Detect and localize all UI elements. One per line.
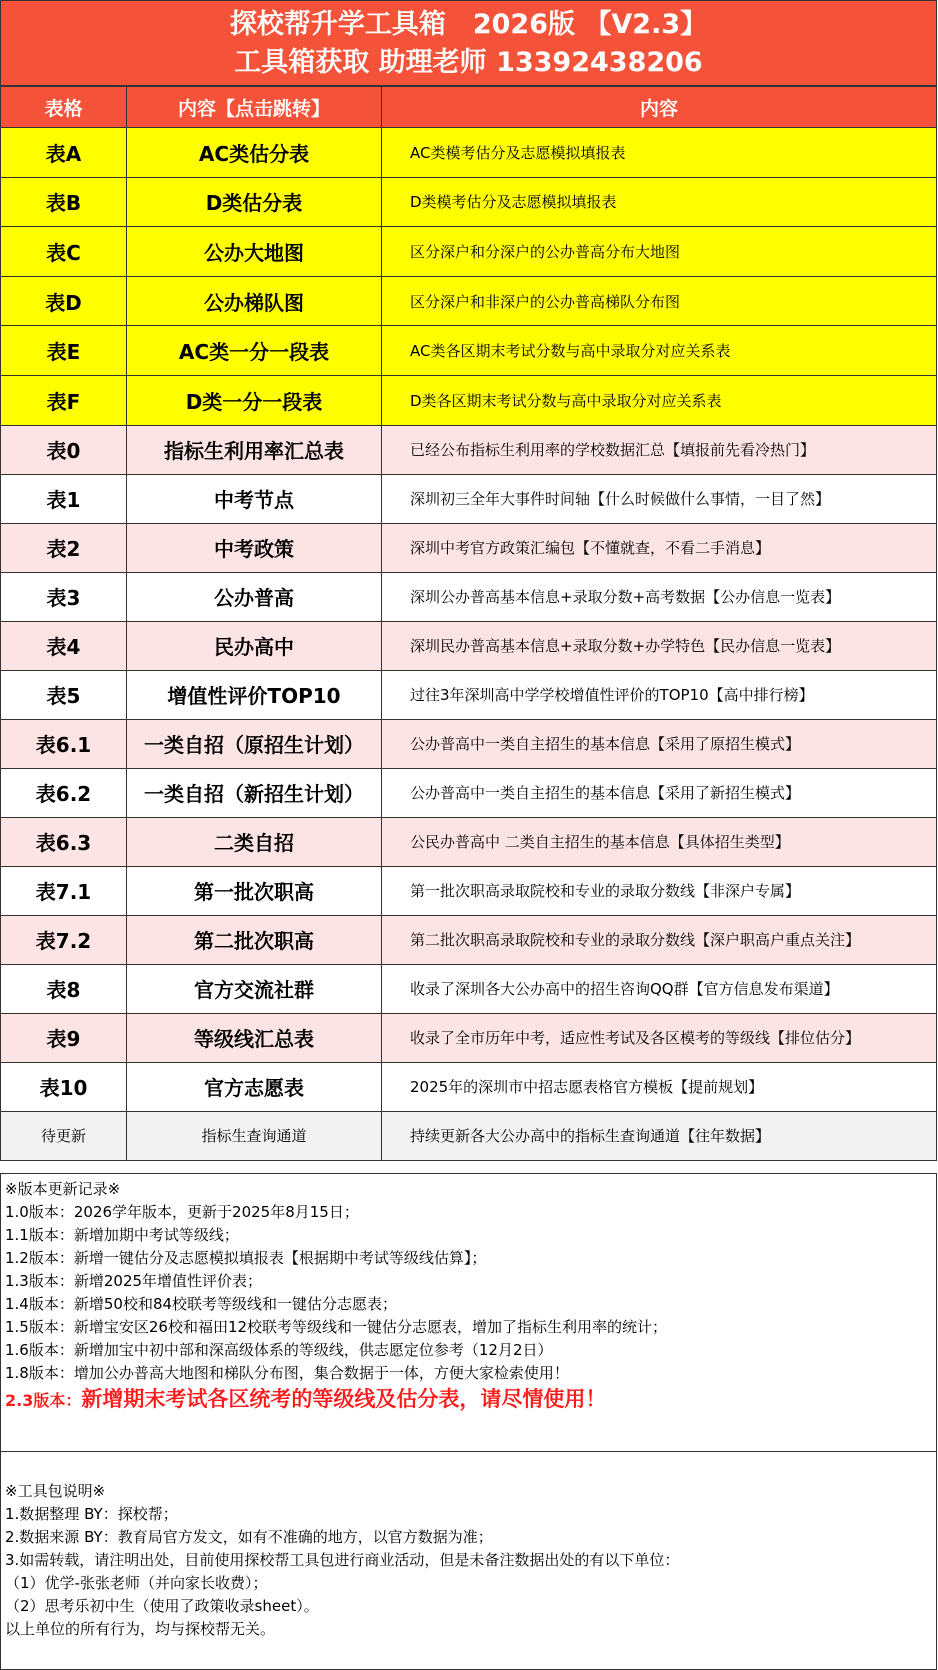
notes-divider [1, 1451, 936, 1452]
sheet-link-cell[interactable]: 官方交流社群 [127, 964, 382, 1013]
table-row [1, 768, 937, 817]
sheet-id-cell: 表8 [1, 964, 127, 1013]
sheet-id-cell: 表E [1, 326, 127, 376]
table-row [1, 474, 937, 523]
table-row [1, 1062, 937, 1111]
table-row [1, 227, 937, 277]
sheet-desc-cell: 2025年的深圳市中招志愿表格官方模板【提前规划】 [382, 1062, 937, 1111]
sheet-id-cell: 表1 [1, 474, 127, 523]
sheet-link-cell[interactable]: 指标生查询通道 [127, 1111, 382, 1160]
table-row [1, 425, 937, 474]
info-line: 2.数据来源 BY：教育局官方发文，如有不准确的地方，以官方数据为准； [5, 1528, 493, 1546]
sheet-link-cell[interactable]: D类一分一段表 [127, 375, 382, 425]
sheet-desc-cell: D类模考估分及志愿模拟填报表 [382, 177, 937, 227]
sheet-id-cell: 表D [1, 276, 127, 326]
sheet-id-cell: 表9 [1, 1013, 127, 1062]
sheet-desc-cell: 区分深户和非深户的公办普高梯队分布图 [382, 276, 937, 326]
sheet-desc-cell: 公办普高中一类自主招生的基本信息【采用了原招生模式】 [382, 719, 937, 768]
highlight-version: 2.3版本： [5, 1391, 82, 1410]
sheet-link-cell[interactable]: 民办高中 [127, 621, 382, 670]
table-row [1, 128, 937, 178]
sheet-link-cell[interactable]: D类估分表 [127, 177, 382, 227]
sheet-desc-cell: 第一批次职高录取院校和专业的录取分数线【非深户专属】 [382, 866, 937, 915]
table-row [1, 572, 937, 621]
table-row [1, 866, 937, 915]
sheet-link-cell[interactable]: 等级线汇总表 [127, 1013, 382, 1062]
sheet-desc-cell: 深圳初三全年大事件时间轴【什么时候做什么事情，一目了然】 [382, 474, 937, 523]
contents-table [0, 86, 937, 1161]
changelog-line: 1.0版本：2026学年版本，更新于2025年8月15日； [5, 1203, 359, 1221]
table-row [1, 276, 937, 326]
table-row [1, 326, 937, 376]
table-row [1, 719, 937, 768]
sheet-link-cell[interactable]: 官方志愿表 [127, 1062, 382, 1111]
sheet-link-cell[interactable]: 公办普高 [127, 572, 382, 621]
sheet-id-cell: 表6.1 [1, 719, 127, 768]
sheet-id-cell: 表A [1, 128, 127, 178]
notes-panel [0, 1173, 937, 1670]
sheet-desc-cell: 深圳中考官方政策汇编包【不懂就查，不看二手消息】 [382, 523, 937, 572]
sheet-id-cell: 表3 [1, 572, 127, 621]
title-banner [0, 0, 937, 86]
sheet-id-cell: 表10 [1, 1062, 127, 1111]
sheet-link-cell[interactable]: 中考节点 [127, 474, 382, 523]
changelog-line: 1.4版本：新增50校和84校联考等级线和一键估分志愿表； [5, 1295, 398, 1313]
sheet-link-cell[interactable]: AC类估分表 [127, 128, 382, 178]
sheet-link-cell[interactable]: 一类自招（原招生计划） [127, 719, 382, 768]
page-title: 探校帮升学工具箱 2026版 【V2.3】 [229, 9, 708, 40]
info-line: （1）优学-张张老师（并向家长收费）； [5, 1574, 268, 1592]
header-cell-sheet: 表格 [1, 87, 127, 128]
changelog-line: 1.2版本：新增一键估分及志愿模拟填报表【根据期中考试等级线估算】； [5, 1249, 487, 1267]
sheet-desc-cell: AC类模考估分及志愿模拟填报表 [382, 128, 937, 178]
sheet-id-cell: 表6.2 [1, 768, 127, 817]
table-row [1, 375, 937, 425]
sheet-id-cell: 表6.3 [1, 817, 127, 866]
table-row [1, 1013, 937, 1062]
sheet-desc-cell: D类各区期末考试分数与高中录取分对应关系表 [382, 375, 937, 425]
sheet-link-cell[interactable]: AC类一分一段表 [127, 326, 382, 376]
info-heading: ※工具包说明※ [5, 1482, 106, 1500]
changelog-heading: ※版本更新记录※ [5, 1180, 121, 1198]
sheet-desc-cell: 收录了深圳各大公办高中的招生咨询QQ群【官方信息发布渠道】 [382, 964, 937, 1013]
table-row [1, 1111, 937, 1160]
sheet-link-cell[interactable]: 第一批次职高 [127, 866, 382, 915]
info-line: 3.如需转载，请注明出处，目前使用探校帮工具包进行商业活动，但是未备注数据出处的有以下单位： [5, 1551, 680, 1569]
table-row [1, 621, 937, 670]
sheet-link-cell[interactable]: 指标生利用率汇总表 [127, 425, 382, 474]
page-subtitle: 工具箱获取 助理老师 13392438206 [234, 47, 703, 78]
sheet-desc-cell: 第二批次职高录取院校和专业的录取分数线【深户职高户重点关注】 [382, 915, 937, 964]
sheet-desc-cell: 区分深户和分深户的公办普高分布大地图 [382, 227, 937, 277]
sheet-desc-cell: 收录了全市历年中考，适应性考试及各区模考的等级线【排位估分】 [382, 1013, 937, 1062]
sheet-desc-cell: 过往3年深圳高中学学校增值性评价的TOP10【高中排行榜】 [382, 670, 937, 719]
changelog-highlight [5, 1388, 667, 1413]
sheet-link-cell[interactable]: 增值性评价TOP10 [127, 670, 382, 719]
highlight-text: 新增期末考试各区统考的等级线及估分表，请尽情使用！ [81, 1387, 607, 1411]
sheet-id-cell: 表4 [1, 621, 127, 670]
sheet-desc-cell: 已经公布指标生利用率的学校数据汇总【填报前先看冷热门】 [382, 425, 937, 474]
table-row [1, 915, 937, 964]
sheet-link-cell[interactable]: 公办大地图 [127, 227, 382, 277]
changelog-line: 1.8版本：增加公办普高大地图和梯队分布图，集合数据于一体，方便大家检索使用！ [5, 1364, 569, 1382]
changelog [5, 1178, 667, 1413]
table-row [1, 670, 937, 719]
changelog-line: 1.1版本：新增加期中考试等级线； [5, 1226, 239, 1244]
sheet-id-cell: 表2 [1, 523, 127, 572]
info-line: 1.数据整理 BY：探校帮； [5, 1505, 178, 1523]
changelog-line: 1.5版本：新增宝安区26校和福田12校联考等级线和一键估分志愿表，增加了指标生利用率的统计； [5, 1318, 668, 1336]
info-line: （2）思考乐初中生（使用了政策收录sheet）。 [5, 1597, 319, 1615]
sheet-desc-cell: 持续更新各大公办高中的指标生查询通道【往年数据】 [382, 1111, 937, 1160]
sheet-link-cell[interactable]: 第二批次职高 [127, 915, 382, 964]
sheet-id-cell: 待更新 [1, 1111, 127, 1160]
sheet-desc-cell: 深圳公办普高基本信息+录取分数+高考数据【公办信息一览表】 [382, 572, 937, 621]
sheet-id-cell: 表C [1, 227, 127, 277]
sheet-id-cell: 表5 [1, 670, 127, 719]
changelog-line: 1.6版本：新增加宝中初中部和深高级体系的等级线，供志愿定位参考（12月2日） [5, 1341, 553, 1359]
sheet-link-cell[interactable]: 中考政策 [127, 523, 382, 572]
header-cell-desc: 内容 [382, 87, 937, 128]
table-row [1, 523, 937, 572]
info-line: 以上单位的所有行为，均与探校帮无关。 [5, 1620, 276, 1638]
sheet-id-cell: 表B [1, 177, 127, 227]
sheet-id-cell: 表7.1 [1, 866, 127, 915]
sheet-id-cell: 表7.2 [1, 915, 127, 964]
sheet-desc-cell: 公办普高中一类自主招生的基本信息【采用了新招生模式】 [382, 768, 937, 817]
table-row [1, 817, 937, 866]
sheet-link-cell[interactable]: 一类自招（新招生计划） [127, 768, 382, 817]
toolkit-info [5, 1480, 679, 1641]
table-row [1, 964, 937, 1013]
sheet-desc-cell: 深圳民办普高基本信息+录取分数+办学特色【民办信息一览表】 [382, 621, 937, 670]
sheet-id-cell: 表0 [1, 425, 127, 474]
sheet-desc-cell: AC类各区期末考试分数与高中录取分对应关系表 [382, 326, 937, 376]
changelog-line: 1.3版本：新增2025年增值性评价表； [5, 1272, 263, 1290]
sheet-id-cell: 表F [1, 375, 127, 425]
sheet-link-cell[interactable]: 二类自招 [127, 817, 382, 866]
table-header-row [1, 87, 937, 128]
header-cell-link: 内容【点击跳转】 [127, 87, 382, 128]
table-row [1, 177, 937, 227]
sheet-desc-cell: 公民办普高中 二类自主招生的基本信息【具体招生类型】 [382, 817, 937, 866]
sheet-link-cell[interactable]: 公办梯队图 [127, 276, 382, 326]
